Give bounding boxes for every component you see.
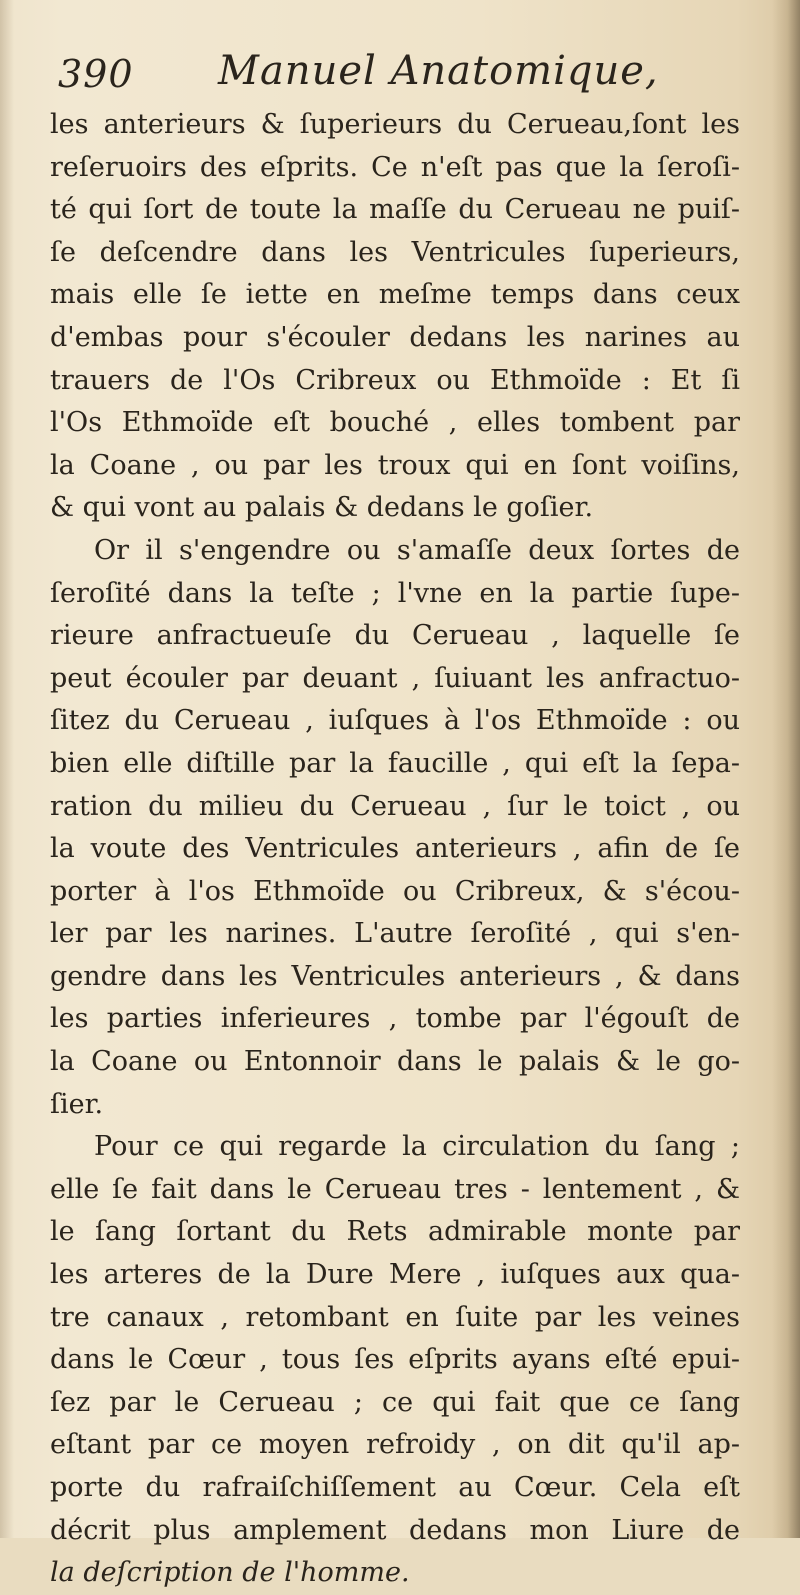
text-body bbox=[50, 104, 740, 1595]
text-line: porte du rafraiſchiſſement au Cœur. Cela eſt bbox=[50, 1472, 740, 1503]
text-line: porter à l'os Ethmoïde ou Cribreux, & s'écou- bbox=[50, 875, 740, 907]
text-line: la voute des Ventricules anterieurs , afin de ſe bbox=[50, 833, 740, 865]
text-line: décrit plus amplement dedans mon Liure de bbox=[50, 1514, 740, 1546]
text-line: gendre dans les Ventricules anterieurs , & dans bbox=[50, 960, 740, 992]
page-gutter-shadow bbox=[0, 0, 14, 1538]
text-line: reſeruoirs des eſprits. Ce n'eſt pas que la ſeroſi- bbox=[50, 151, 740, 183]
text-line: bien elle diſtille par la faucille , qui eſt la ſepa- bbox=[50, 747, 740, 779]
text-line: Pour ce qui regarde la circulation du ſang ; bbox=[94, 1131, 740, 1163]
text-line: d'embas pour s'écouler dedans les narines au bbox=[50, 321, 740, 353]
text-line: l'Os Ethmoïde eſt bouché , elles tombent par bbox=[50, 407, 740, 439]
text-line: Or il s'engendre ou s'amaſſe deux ſortes de bbox=[94, 534, 740, 566]
text-line: la Coane ou Entonnoir dans le palais & le go- bbox=[50, 1046, 740, 1078]
text-line: ſitez du Cerueau , iuſques à l'os Ethmoïde : ou bbox=[50, 705, 740, 737]
text-line-final: la deſcription de l'homme. bbox=[50, 1557, 410, 1589]
text-line: té qui ſort de toute la maſſe du Cerueau ne puiſ- bbox=[50, 194, 740, 226]
text-line: trauers de l'Os Cribreux ou Ethmoïde : Et ſi bbox=[50, 364, 740, 396]
page-header bbox=[58, 44, 738, 104]
text-line: dans le Cœur , tous ſes eſprits ayans eſté epui- bbox=[50, 1344, 740, 1376]
text-line: elle ſe fait dans le Cerueau tres - lentement , & bbox=[50, 1173, 740, 1205]
text-line: les anterieurs & ſuperieurs du Cerueau,ſont les bbox=[50, 109, 740, 140]
text-line: la Coane , ou par les troux qui en ſont voiſins, bbox=[50, 449, 740, 481]
text-line: ſier. bbox=[50, 1088, 104, 1120]
text-line: les parties inferieures , tombe par l'égouſt de bbox=[50, 1003, 740, 1035]
text-line: tre canaux , retombant en ſuite par les veines bbox=[50, 1301, 740, 1333]
text-line: mais elle ſe iette en meſme temps dans ceux bbox=[50, 279, 740, 311]
text-line: eſtant par ce moyen refroidy , on dit qu'il ap- bbox=[50, 1429, 740, 1461]
text-line: rieure anfractueuſe du Cerueau , laquelle ſe bbox=[50, 620, 740, 652]
running-title: Manuel Anatomique, bbox=[218, 48, 659, 94]
text-line: ſeroſité dans la teſte ; l'vne en la partie ſupe- bbox=[50, 577, 740, 609]
page-edge-shadow bbox=[772, 0, 800, 1538]
text-line: le ſang ſortant du Rets admirable monte par bbox=[50, 1216, 740, 1248]
text-line: ration du milieu du Cerueau , ſur le toict , ou bbox=[50, 790, 740, 822]
text-line: les arteres de la Dure Mere , iuſques aux qua- bbox=[50, 1259, 740, 1291]
text-line: ler par les narines. L'autre ſeroſité , qui s'en- bbox=[50, 918, 740, 950]
text-line: & qui vont au palais & dedans le goſier. bbox=[50, 492, 594, 524]
page-number: 390 bbox=[58, 52, 134, 96]
text-line: peut écouler par deuant , ſuiuant les anfractuo- bbox=[50, 662, 740, 694]
text-line: ſe deſcendre dans les Ventricules ſuperieurs, bbox=[50, 236, 740, 268]
text-line: ſez par le Cerueau ; ce qui fait que ce ſang bbox=[50, 1386, 740, 1418]
